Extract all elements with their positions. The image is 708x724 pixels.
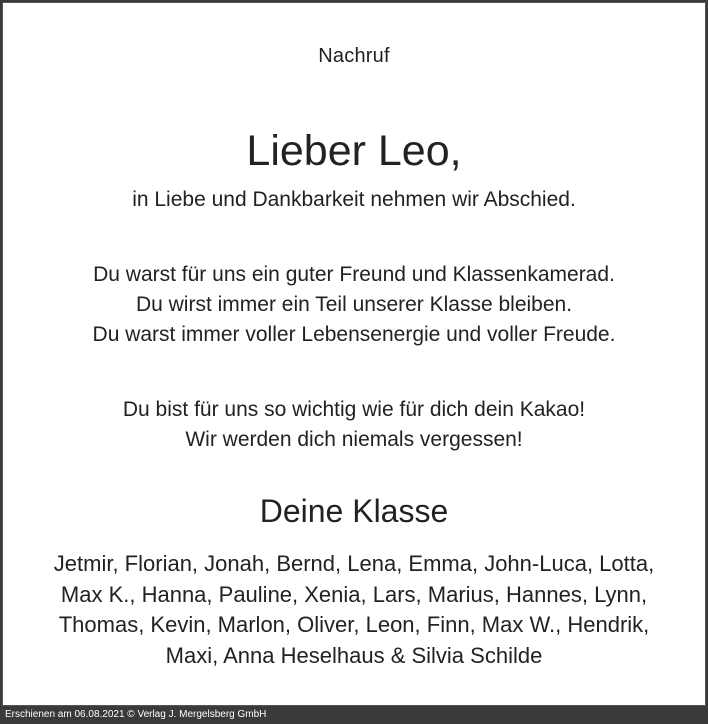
text-line: Du warst immer voller Lebensenergie und voller Freude.: [92, 323, 616, 346]
names-line: Thomas, Kevin, Marlon, Oliver, Leon, Finn, Max W., Hendrik,: [58, 612, 650, 637]
notice-heading: Nachruf: [318, 45, 390, 67]
classmate-names: [3, 549, 705, 671]
text-line: Du warst für uns ein guter Freund und Klassenkamerad.: [93, 263, 615, 286]
text-line: Du wirst immer ein Teil unserer Klasse bleiben.: [135, 293, 573, 316]
signature: Deine Klasse: [259, 493, 449, 529]
farewell-subline: in Liebe und Dankbarkeit nehmen wir Abschied.: [132, 188, 576, 211]
paragraph-memories: [3, 260, 705, 350]
text-line: Wir werden dich niemals vergessen!: [185, 428, 523, 451]
paragraph-farewell: [3, 395, 705, 455]
names-line: Maxi, Anna Heselhaus & Silvia Schilde: [165, 642, 543, 668]
publication-footer: Erschienen am 06.08.2021 © Verlag J. Mergelsberg GmbH: [5, 709, 267, 720]
names-line: Jetmir, Florian, Jonah, Bernd, Lena, Emma, John-Luca, Lotta,: [53, 551, 655, 576]
text-line: Du bist für uns so wichtig wie für dich dein Kakao!: [122, 398, 586, 421]
obituary-card: [2, 2, 706, 706]
names-line: Max K., Hanna, Pauline, Xenia, Lars, Marius, Hannes, Lynn,: [60, 581, 648, 607]
deceased-name: Lieber Leo,: [246, 127, 462, 175]
